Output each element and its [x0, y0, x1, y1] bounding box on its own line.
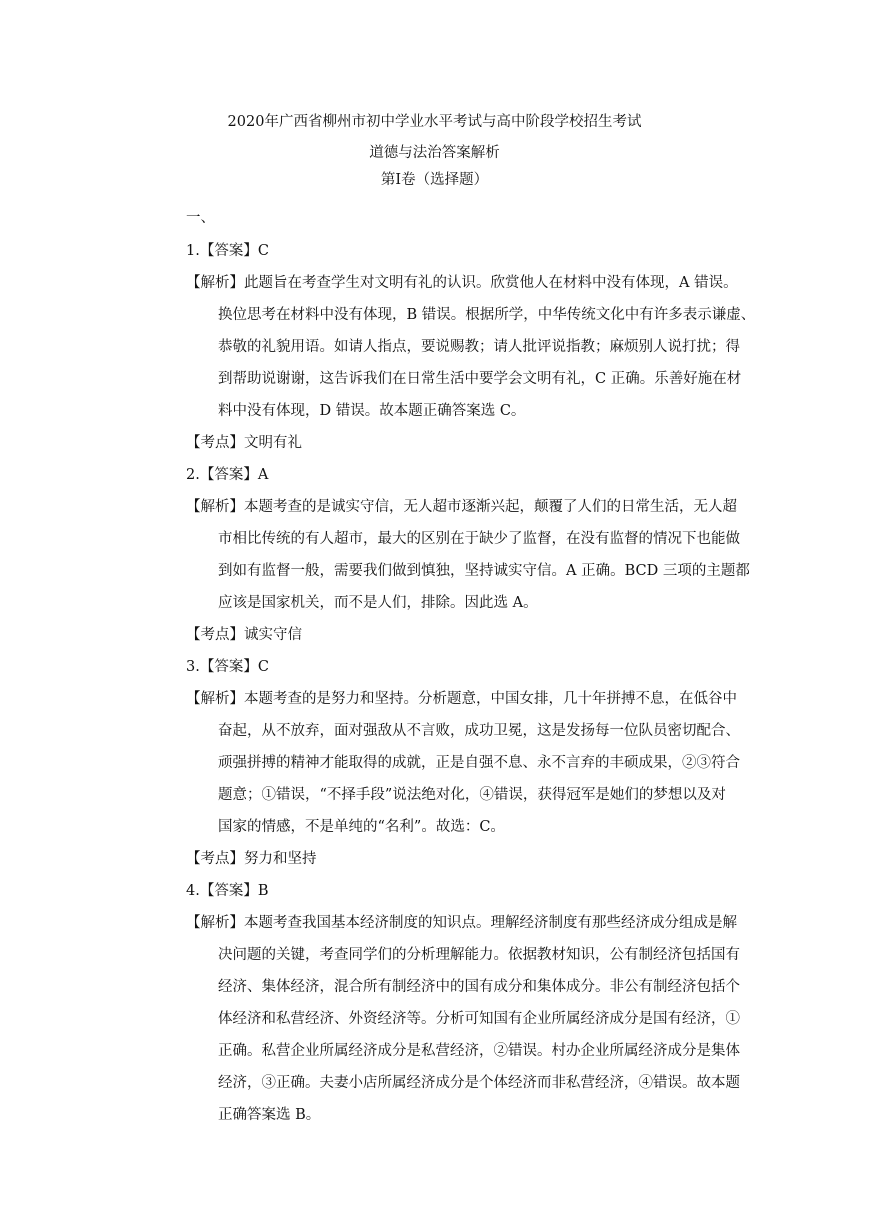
analysis-4-line-6: 经济，③正确。夫妻小店所属经济成分是个体经济而非私营经济，④错误。故本题: [218, 1075, 740, 1091]
analysis-1-line-5: 料中没有体现，D 错误。故本题正确答案选 C。: [218, 403, 526, 419]
analysis-3-line-5: 国家的情感，不是单纯的“名利”。故选：C。: [218, 819, 505, 835]
point-1: 【考点】文明有礼: [186, 435, 302, 451]
section-heading: 一、: [186, 210, 215, 226]
analysis-4-line-3: 经济、集体经济，混合所有制经济中的国有成分和集体成分。非公有制经济包括个: [218, 979, 740, 995]
point-2: 【考点】诚实守信: [186, 627, 302, 643]
analysis-4-line-2: 决问题的关键，考查同学们的分析理解能力。依据教材知识，公有制经济包括国有: [218, 947, 740, 963]
analysis-4-line-7: 正确答案选 B。: [218, 1107, 321, 1123]
point-3: 【考点】努力和坚持: [186, 851, 317, 867]
analysis-1-line-3: 恭敬的礼貌用语。如请人指点，要说赐教；请人批评说指教；麻烦别人说打扰；得: [218, 339, 740, 355]
answer-1: 1.【答案】C: [186, 243, 269, 259]
analysis-2-line-4: 应该是国家机关，而不是人们，排除。因此选 A。: [218, 595, 538, 611]
analysis-2-line-1: 【解析】本题考查的是诚实守信，无人超市逐渐兴起，颠覆了人们的日常生活，无人超: [186, 499, 737, 515]
analysis-1-line-4: 到帮助说谢谢，这告诉我们在日常生活中要学会文明有礼，C 正确。乐善好施在材: [218, 371, 742, 387]
answer-3: 3.【答案】C: [186, 659, 269, 675]
document-subtitle: 道德与法治答案解析: [369, 145, 500, 161]
volume-heading: 第Ⅰ卷（选择题）: [380, 172, 489, 188]
analysis-3-line-1: 【解析】本题考查的是努力和坚持。分析题意，中国女排，几十年拼搏不息，在低谷中: [186, 691, 737, 707]
analysis-3-line-2: 奋起，从不放弃，面对强敌从不言败，成功卫冕，这是发扬每一位队员密切配合、: [218, 723, 740, 739]
analysis-4-line-4: 体经济和私营经济、外资经济等。分析可知国有企业所属经济成分是国有经济，①: [218, 1011, 740, 1027]
analysis-1-line-2: 换位思考在材料中没有体现，B 错误。根据所学，中华传统文化中有许多表示谦虚、: [218, 307, 756, 323]
analysis-3-line-3: 顽强拼搏的精神才能取得的成就，正是自强不息、永不言弃的丰硕成果，②③符合: [218, 755, 740, 771]
answer-2: 2.【答案】A: [186, 467, 269, 483]
analysis-2-line-2: 市相比传统的有人超市，最大的区别在于缺少了监督，在没有监督的情况下也能做: [218, 531, 740, 547]
analysis-2-line-3: 到如有监督一般，需要我们做到慎独，坚持诚实守信。A 正确。BCD 三项的主题都: [218, 563, 750, 579]
answer-4: 4.【答案】B: [186, 883, 269, 899]
analysis-1-line-1: 【解析】此题旨在考查学生对文明有礼的认识。欣赏他人在材料中没有体现，A 错误。: [186, 275, 738, 291]
analysis-4-line-1: 【解析】本题考查我国基本经济制度的知识点。理解经济制度有那些经济成分组成是解: [186, 915, 737, 931]
document-title: 2020年广西省柳州市初中学业水平考试与高中阶段学校招生考试: [227, 114, 642, 130]
analysis-4-line-5: 正确。私营企业所属经济成分是私营经济，②错误。村办企业所属经济成分是集体: [218, 1043, 740, 1059]
analysis-3-line-4: 题意；①错误，“不择手段”说法绝对化，④错误，获得冠军是她们的梦想以及对: [218, 787, 726, 803]
